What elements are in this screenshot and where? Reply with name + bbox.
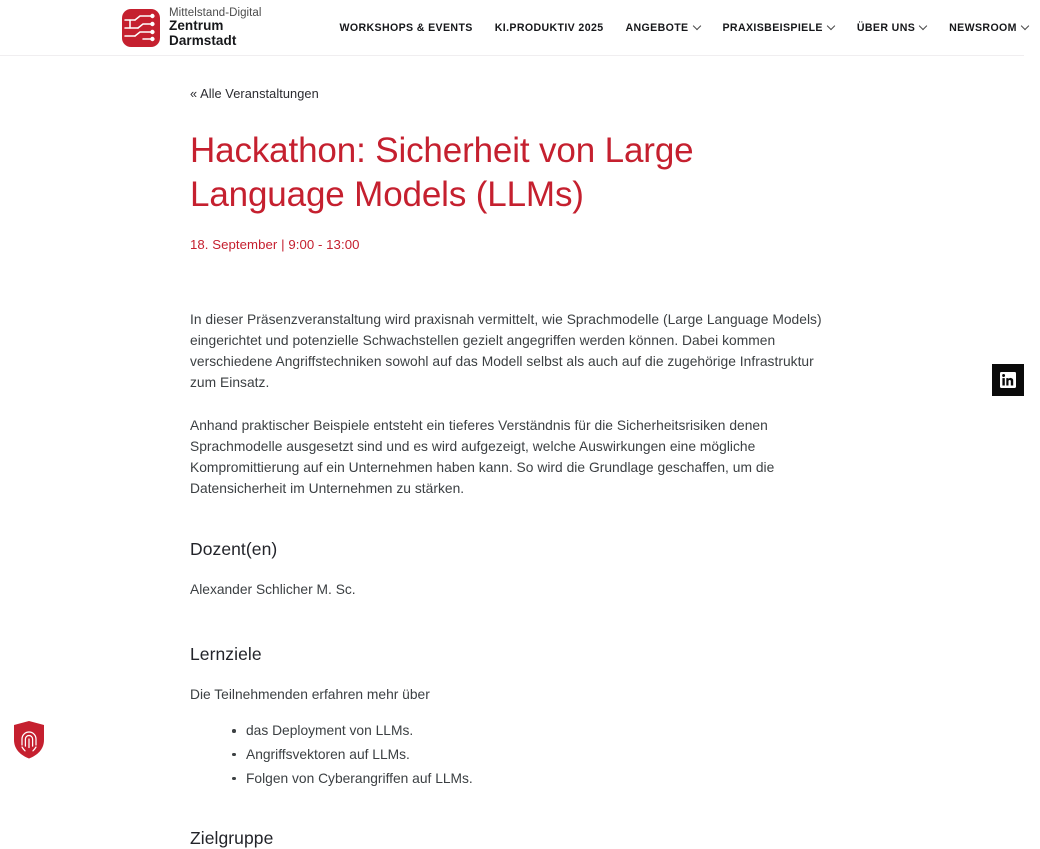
circuit-board-logo-icon [122,9,160,47]
nav-item-label: PRAXISBEISPIELE [722,21,823,34]
lernziele-intro: Die Teilnehmenden erfahren mehr über [190,687,430,703]
nav-item-newsroom[interactable] [938,22,1040,34]
section-heading-zielgruppe: Zielgruppe [190,828,274,849]
breadcrumb-all-events-link[interactable]: « Alle Veranstaltungen [190,86,319,101]
nav-item-label: KI.PRODUKTIV 2025 [494,21,604,34]
page-title: Hackathon: Sicherheit von Large Language Models (LLMs) [190,131,694,215]
nav-item-angebote[interactable] [614,22,711,34]
event-date: 18. September | 9:00 - 13:00 [190,237,360,253]
linkedin-share-button[interactable] [992,364,1024,396]
nav-item-label: NEWSROOM [949,21,1017,34]
nav-item-label: ANGEBOTE [625,21,689,34]
brand-text [169,7,262,49]
dozenten-text: Alexander Schlicher M. Sc. [190,581,356,597]
section-heading-lernziele: Lernziele [190,644,262,665]
content-column [0,56,1024,849]
section-heading-dozenten: Dozent(en) [190,538,278,559]
brand-line-2: Zentrum [169,18,224,34]
brand-line-1: Mittelstand-Digital [169,6,262,19]
description-paragraph: Anhand praktischer Beispiele entsteht ein tieferes Verständnis für die Sicherheitsrisiken denen Sprachmodelle ausgesetzt sind und es wird aufgezeigt, welche Auswirkungen eine mögliche Kompromittierung auf ein Unternehmen haben kann. So wird die Grundlage geschaffen, um die Datensicherheit im Unternehmen zu stärken. [190,417,775,496]
chevron-down-icon [920,23,927,30]
header-inner [0,7,1024,49]
list-item: das Deployment von LLMs. [246,719,834,743]
nav-item-label: ÜBER UNS [856,21,916,34]
chevron-down-icon [828,23,835,30]
chevron-down-icon [694,23,701,30]
list-item: Angriffsvektoren auf LLMs. [246,743,834,767]
description-paragraph: In dieser Präsenzveranstaltung wird praxisnah vermittelt, wie Sprachmodelle (Large Language Models) eingerichtet und potenzielle Schwachstellen gezielt angegriffen werden können. Dabei kommen verschiedene Angriffstechniken sowohl auf das Modell selbst als auch auf die zugehörige Infrastruktur zum Einsatz. [190,312,822,391]
nav-item-praxisbeispiele[interactable] [712,22,846,34]
shield-fingerprint-icon [12,720,46,760]
list-item: Folgen von Cyberangriffen auf LLMs. [246,767,834,791]
linkedin-icon [1000,372,1016,388]
nav-item-label: WORKSHOPS & EVENTS [339,21,473,34]
nav-item-ueber-uns[interactable] [846,22,938,34]
brand-line-3: Darmstadt [169,32,237,48]
site-header [0,0,1024,56]
privacy-consent-button[interactable] [12,720,46,760]
event-description [190,309,834,499]
lernziele-list [190,719,834,790]
main-navigation [340,22,1040,34]
nav-item-ki-produktiv-2025[interactable] [484,22,615,34]
chevron-down-icon [1022,23,1029,30]
social-share-rail [992,364,1024,396]
page-body [0,56,1024,849]
brand-logo-link[interactable] [122,7,262,49]
nav-item-workshops-events[interactable] [340,22,484,34]
